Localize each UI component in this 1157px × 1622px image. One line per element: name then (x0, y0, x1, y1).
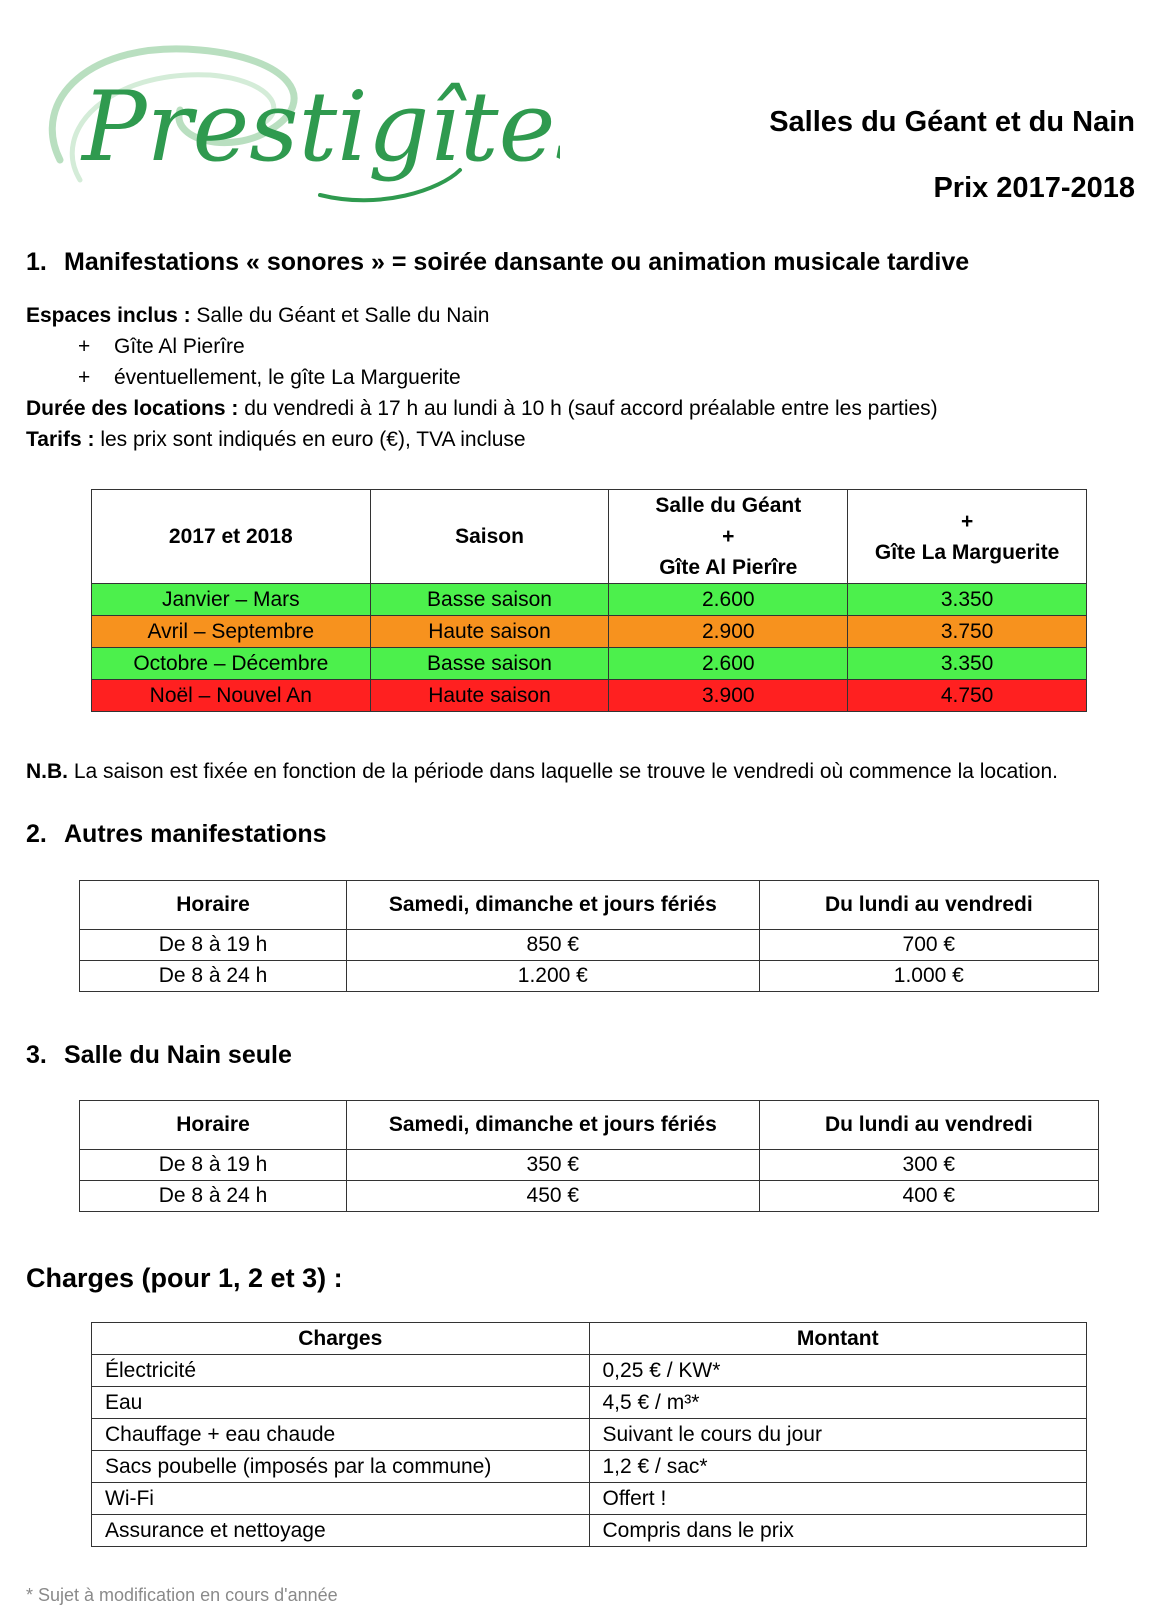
table-row (92, 680, 1087, 712)
table-row (92, 1355, 1087, 1387)
table-row (80, 930, 1099, 961)
logo (20, 20, 560, 220)
col-header-weekend: Samedi, dimanche et jours fériés (346, 881, 759, 930)
charge-item-cell: Sacs poubelle (imposés par la commune) (92, 1451, 590, 1483)
period-cell: Noël – Nouvel An (92, 680, 371, 712)
autres-manifestations-table (79, 880, 1099, 992)
col-header-marguerite (848, 490, 1087, 584)
logo-graphic (20, 20, 560, 220)
weekend-price-cell: 850 € (346, 930, 759, 961)
table-row (92, 1451, 1087, 1483)
col-header-marguerite-line2: Gîte La Marguerite (874, 540, 1060, 564)
espaces-value: Salle du Géant et Salle du Nain (196, 304, 490, 327)
nb-text: La saison est fixée en fonction de la période dans laquelle se trouve le vendredi où commence la location. (73, 760, 1058, 783)
charge-amount-cell: 1,2 € / sac* (589, 1451, 1087, 1483)
col-header-geant-line2: + (722, 525, 735, 548)
col-header-horaire: Horaire (80, 1101, 347, 1150)
price-cell: 3.350 (848, 584, 1087, 616)
col-header-weekend: Samedi, dimanche et jours fériés (346, 1101, 759, 1150)
weekend-price-cell: 350 € (346, 1150, 759, 1181)
duree-value: du vendredi à 17 h au lundi à 10 h (sauf accord préalable entre les parties) (244, 397, 938, 420)
table-row (80, 1150, 1099, 1181)
logo-text: Prestigîtes (82, 71, 560, 183)
charge-item-cell: Chauffage + eau chaude (92, 1419, 590, 1451)
table-header-row (80, 881, 1099, 930)
section-2-title: Autres manifestations (64, 820, 327, 848)
col-header-season: Saison (370, 490, 609, 584)
section-1-title: Manifestations « sonores » = soirée dansante ou animation musicale tardive (64, 248, 970, 276)
col-header-montant: Montant (589, 1323, 1087, 1355)
season-price-table (91, 489, 1087, 712)
plus-sign: + (78, 366, 91, 389)
season-cell: Haute saison (370, 616, 609, 648)
section-3-heading (26, 1041, 292, 1070)
extra-line-1 (78, 335, 245, 359)
page-title: Salles du Géant et du Nain (769, 106, 1135, 138)
charges-table (91, 1322, 1087, 1547)
col-header-geant (609, 490, 848, 584)
period-cell: Avril – Septembre (92, 616, 371, 648)
table-header-row (80, 1101, 1099, 1150)
table-row (92, 1387, 1087, 1419)
price-cell: 2.600 (609, 584, 848, 616)
charge-item-cell: Assurance et nettoyage (92, 1515, 590, 1547)
col-header-geant-line3: Gîte Al Pierîre (659, 556, 798, 579)
charge-amount-cell: 0,25 € / KW* (589, 1355, 1087, 1387)
charge-amount-cell: 4,5 € / m³* (589, 1387, 1087, 1419)
col-header-geant-line1: Salle du Géant (655, 494, 802, 517)
table-row (92, 1483, 1087, 1515)
extra-2: éventuellement, le gîte La Marguerite (114, 366, 461, 389)
period-cell: Octobre – Décembre (92, 648, 371, 680)
section-3-number: 3. (26, 1041, 47, 1069)
table-header-row (92, 1323, 1087, 1355)
weekday-price-cell: 400 € (759, 1181, 1098, 1212)
charge-amount-cell: Offert ! (589, 1483, 1087, 1515)
charge-item-cell: Eau (92, 1387, 590, 1419)
col-header-weekdays: Du lundi au vendredi (759, 1101, 1098, 1150)
hours-cell: De 8 à 24 h (80, 1181, 347, 1212)
price-cell: 4.750 (848, 680, 1087, 712)
weekday-price-cell: 700 € (759, 930, 1098, 961)
price-cell: 3.350 (848, 648, 1087, 680)
price-cell: 2.600 (609, 648, 848, 680)
section-2-number: 2. (26, 820, 47, 848)
period-cell: Janvier – Mars (92, 584, 371, 616)
table-row (92, 1515, 1087, 1547)
table-row (92, 584, 1087, 616)
duree-line (26, 397, 938, 421)
price-cell: 3.750 (848, 616, 1087, 648)
weekend-price-cell: 450 € (346, 1181, 759, 1212)
col-header-marguerite-line1: + (960, 509, 974, 533)
table-row (80, 961, 1099, 992)
table-row (92, 1419, 1087, 1451)
weekend-price-cell: 1.200 € (346, 961, 759, 992)
table-header-row (92, 490, 1087, 584)
section-2-heading (26, 820, 327, 849)
hours-cell: De 8 à 19 h (80, 930, 347, 961)
extra-1: Gîte Al Pierîre (114, 335, 245, 358)
charge-amount-cell: Suivant le cours du jour (589, 1419, 1087, 1451)
col-header-weekdays: Du lundi au vendredi (759, 881, 1098, 930)
charge-amount-cell: Compris dans le prix (589, 1515, 1087, 1547)
espaces-line (26, 304, 489, 328)
espaces-label: Espaces inclus : (26, 304, 191, 327)
season-cell: Haute saison (370, 680, 609, 712)
weekday-price-cell: 1.000 € (759, 961, 1098, 992)
section-1-number: 1. (26, 248, 47, 276)
hours-cell: De 8 à 24 h (80, 961, 347, 992)
duree-label: Durée des locations : (26, 397, 239, 420)
charges-heading: Charges (pour 1, 2 et 3) : (26, 1263, 343, 1293)
section-1-heading (26, 248, 969, 277)
nb-label: N.B. (26, 760, 68, 783)
tarifs-line (26, 428, 526, 452)
charge-item-cell: Électricité (92, 1355, 590, 1387)
nb-line (26, 760, 1058, 784)
price-cell: 2.900 (609, 616, 848, 648)
section-3-title: Salle du Nain seule (64, 1041, 292, 1069)
season-cell: Basse saison (370, 648, 609, 680)
hours-cell: De 8 à 19 h (80, 1150, 347, 1181)
table-row (92, 616, 1087, 648)
salle-nain-table (79, 1100, 1099, 1212)
table-row (80, 1181, 1099, 1212)
season-cell: Basse saison (370, 584, 609, 616)
tarifs-label: Tarifs : (26, 428, 95, 451)
charge-item-cell: Wi-Fi (92, 1483, 590, 1515)
tarifs-value: les prix sont indiqués en euro (€), TVA incluse (100, 428, 526, 451)
col-header-charges: Charges (92, 1323, 590, 1355)
plus-sign: + (78, 335, 91, 358)
price-cell: 3.900 (609, 680, 848, 712)
extra-line-2 (78, 366, 461, 390)
col-header-horaire: Horaire (80, 881, 347, 930)
price-heading: Prix 2017-2018 (933, 172, 1135, 204)
col-header-year: 2017 et 2018 (92, 490, 371, 584)
weekday-price-cell: 300 € (759, 1150, 1098, 1181)
table-row (92, 648, 1087, 680)
footnote: * Sujet à modification en cours d'année (26, 1585, 338, 1605)
